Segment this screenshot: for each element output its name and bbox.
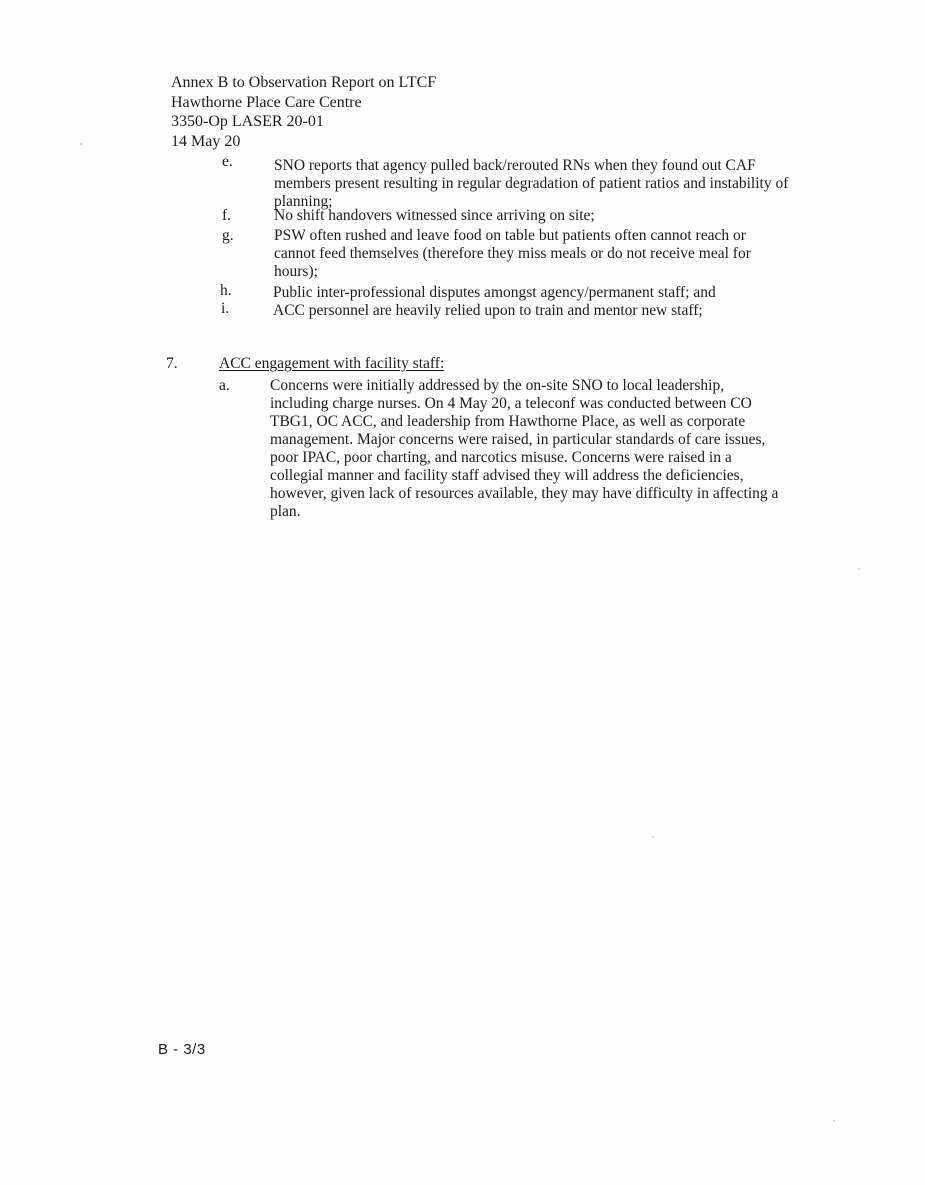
header-annex-line: Annex B to Observation Report on LTCF: [171, 74, 437, 91]
scan-speck: [858, 568, 860, 570]
list-item-text: ACC personnel are heavily relied upon to train and mentor new staff;: [273, 302, 703, 319]
scan-speck: [833, 1120, 835, 1122]
list-marker: i.: [221, 300, 230, 317]
section-number: 7.: [166, 355, 178, 372]
header-facility-line: Hawthorne Place Care Centre: [171, 93, 362, 111]
list-item-text: Public inter-professional disputes amongst agency/permanent staff; and: [273, 284, 716, 301]
list-marker: a.: [219, 377, 230, 394]
list-item-text: SNO reports that agency pulled back/rerouted RNs when they found out CAF members present resulting in regular degradation of patient ratios and instability of planning;: [274, 157, 789, 210]
header-date-line: 14 May 20: [171, 132, 241, 150]
scan-speck: [652, 836, 654, 838]
header-reference-line: 3350-Op LASER 20-01: [171, 113, 324, 130]
list-marker: e.: [222, 153, 233, 170]
list-item-text: PSW often rushed and leave food on table but patients often cannot reach or cannot feed themselves (therefore they miss meals or do not receive meal for hours);: [274, 227, 751, 280]
document-header: [171, 73, 436, 151]
page-number: B - 3/3: [158, 1041, 206, 1058]
list-item-text: Concerns were initially addressed by the on-site SNO to local leadership, including charge nurses. On 4 May 20, a teleconf was conducted between CO TBG1, OC ACC, and leadership from Hawthorne Place, as well as corporate management. Major concerns were raised, in particular standards of care issues, poor IPAC, poor charting, and narcotics misuse. Concerns were raised in a collegial manner and facility staff advised they will address the deficiencies, however, given lack of resources available, they may have difficulty in affecting a plan.: [270, 377, 779, 520]
list-marker: g.: [222, 227, 234, 244]
list-item-text: No shift handovers witnessed since arriving on site;: [274, 207, 595, 224]
section-title: ACC engagement with facility staff:: [219, 355, 445, 372]
scan-speck: [80, 143, 82, 145]
list-marker: h.: [220, 282, 232, 299]
list-marker: f.: [222, 207, 232, 224]
